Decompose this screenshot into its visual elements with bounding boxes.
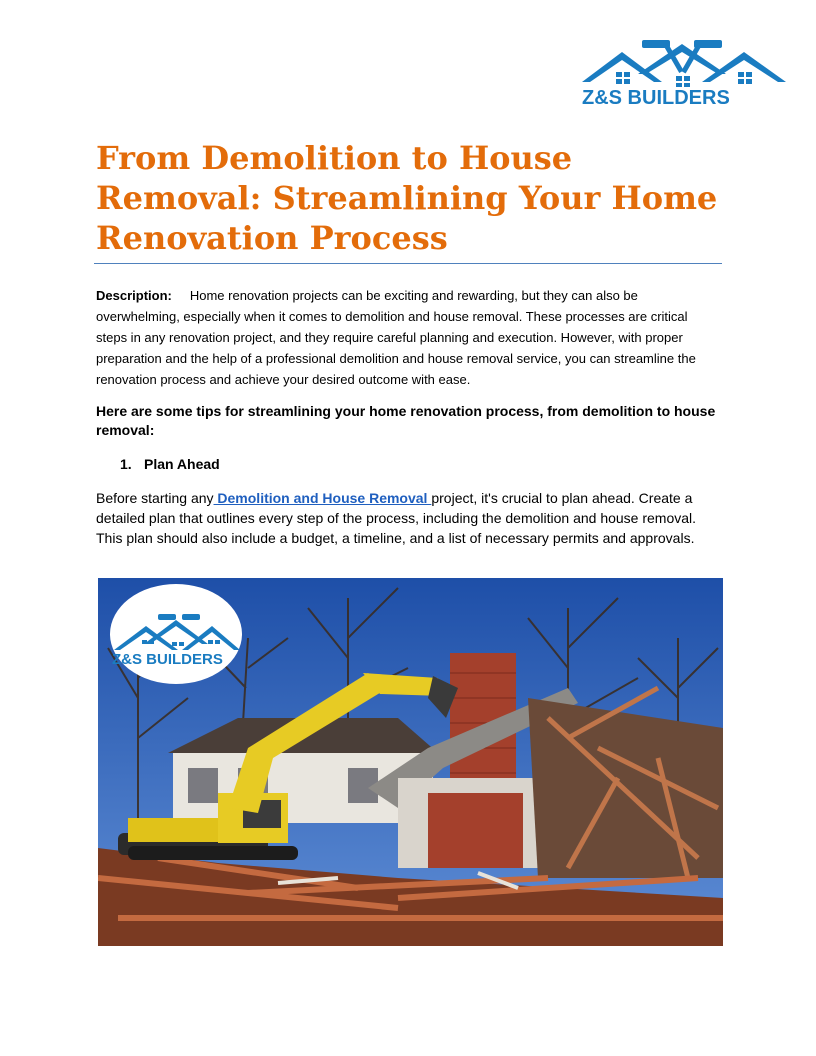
para-text-before-link: Before starting any [96,490,214,506]
description-label: Description: [96,288,172,303]
step-title: Plan Ahead [144,456,220,472]
plan-ahead-paragraph [96,488,722,548]
step-heading [120,455,220,474]
page-title: From Demolition to House Removal: Streamlining Your Home Renovation Process [96,139,718,257]
logo-wordmark: Z&S BUILDERS [582,87,730,106]
tips-intro-heading: Here are some tips for streamlining your home renovation process, from demolition to house removal: [96,403,716,438]
step-number: 1. [120,456,132,472]
photo-watermark-logo: Z&S BUILDERS [112,651,223,668]
company-logo [578,38,788,106]
demolition-service-link[interactable]: Demolition and House Removal [213,490,432,506]
title-divider [94,263,722,264]
para-text-after-link: project, it's crucial to plan ahead. Create a detailed plan that outlines every step of the process, including the demolition and house removal. This plan should also include a budget, a timeline, and a list of necessary permits and approvals. [96,490,697,546]
description-text: Home renovation projects can be exciting and rewarding, but they can also be overwhelming, especially when it comes to demolition and house removal. These processes are critical steps in any renovation project, and they require careful planning and execution. However, with proper preparation and the help of a professional demolition and house removal service, you can streamline the renovation process and achieve your desired outcome with ease. [96,288,696,387]
description-paragraph [96,285,722,390]
demolition-photo [98,578,723,946]
